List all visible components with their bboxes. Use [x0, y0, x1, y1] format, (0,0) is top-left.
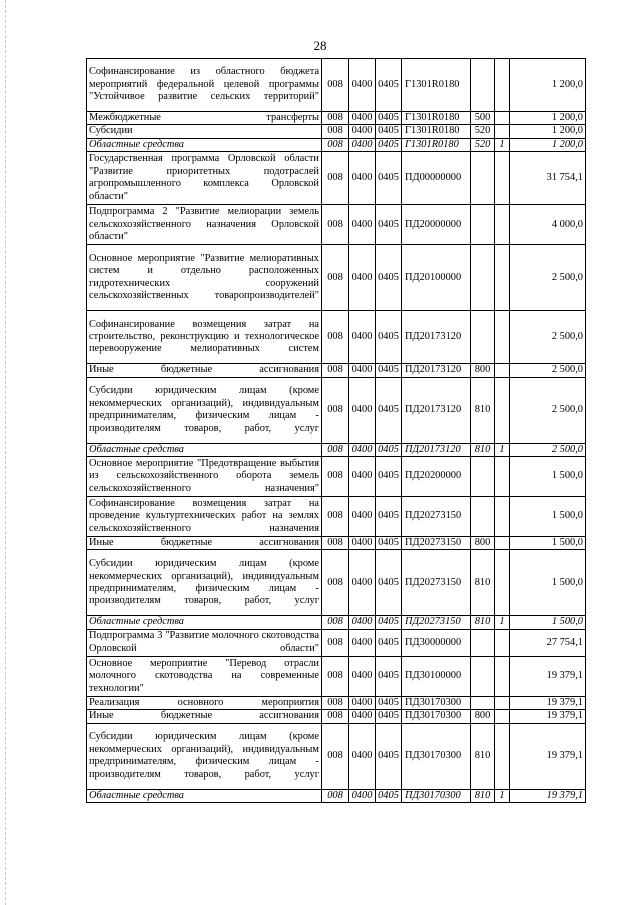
amount-cell: 1 500,0 [510, 550, 586, 616]
target-article-cell: Г1301R0180 [402, 138, 471, 151]
subsection-code-cell: 0405 [376, 311, 402, 364]
admin-code-cell: 008 [322, 112, 349, 125]
row-name-cell: Областные средства [87, 138, 322, 151]
expense-type-cell: 800 [471, 710, 495, 723]
row-name-cell: Иные бюджетные ассигнования [87, 710, 322, 723]
row-name-cell: Подпрограмма 2 "Развитие мелиорации земель сельскохозяйственного назначения Орловской области" [87, 205, 322, 245]
funding-source-cell [495, 205, 510, 245]
table-row [87, 443, 586, 456]
section-code-cell: 0400 [349, 125, 376, 138]
admin-code-cell: 008 [322, 59, 349, 112]
expense-type-cell [471, 497, 495, 537]
funding-source-cell [495, 550, 510, 616]
expense-type-cell [471, 152, 495, 205]
row-name-cell: Субсидии юридическим лицам (кроме некоммерческих организаций), индивидуальным предпринимателям, физическим лицам - производителям товаров, работ, услуг [87, 723, 322, 789]
funding-source-cell [495, 112, 510, 125]
admin-code-cell: 008 [322, 152, 349, 205]
amount-cell: 2 500,0 [510, 443, 586, 456]
row-name-cell: Основное мероприятие "Перевод отрасли молочного скотоводства на современные технологии" [87, 656, 322, 696]
section-code-cell: 0400 [349, 245, 376, 311]
section-code-cell: 0400 [349, 656, 376, 696]
row-name-cell: Межбюджетные трансферты [87, 112, 322, 125]
table-row [87, 364, 586, 377]
table-row [87, 537, 586, 550]
row-name-cell: Основное мероприятие "Развитие мелиоративных систем и отдельно расположенных гидротехнических сооружений сельскохозяйственных товаропроизводителей" [87, 245, 322, 311]
funding-source-cell: 1 [495, 789, 510, 802]
target-article-cell: Г1301R0180 [402, 59, 471, 112]
admin-code-cell: 008 [322, 138, 349, 151]
funding-source-cell [495, 311, 510, 364]
target-article-cell: ПД20273150 [402, 616, 471, 629]
subsection-code-cell: 0405 [376, 550, 402, 616]
funding-source-cell [495, 497, 510, 537]
subsection-code-cell: 0405 [376, 616, 402, 629]
row-name-cell: Областные средства [87, 443, 322, 456]
section-code-cell: 0400 [349, 723, 376, 789]
section-code-cell: 0400 [349, 629, 376, 656]
subsection-code-cell: 0405 [376, 497, 402, 537]
expense-type-cell [471, 629, 495, 656]
admin-code-cell: 008 [322, 537, 349, 550]
section-code-cell: 0400 [349, 377, 376, 443]
funding-source-cell [495, 629, 510, 656]
section-code-cell: 0400 [349, 152, 376, 205]
target-article-cell: ПД20200000 [402, 457, 471, 497]
page-edge-line [5, 0, 6, 905]
expense-type-cell: 520 [471, 125, 495, 138]
amount-cell: 19 379,1 [510, 723, 586, 789]
amount-cell: 31 754,1 [510, 152, 586, 205]
funding-source-cell [495, 710, 510, 723]
target-article-cell: ПД30100000 [402, 656, 471, 696]
admin-code-cell: 008 [322, 205, 349, 245]
row-name-cell: Иные бюджетные ассигнования [87, 537, 322, 550]
section-code-cell: 0400 [349, 457, 376, 497]
table-row [87, 629, 586, 656]
target-article-cell: ПД20273150 [402, 537, 471, 550]
section-code-cell: 0400 [349, 710, 376, 723]
admin-code-cell: 008 [322, 497, 349, 537]
section-code-cell: 0400 [349, 112, 376, 125]
row-name-cell: Основное мероприятие "Предотвращение выбытия из сельскохозяйственного оборота земель сельскохозяйственного назначения" [87, 457, 322, 497]
row-name-cell: Подпрограмма 3 "Развитие молочного скотоводства Орловской области" [87, 629, 322, 656]
row-name-cell: Реализация основного мероприятия [87, 696, 322, 709]
expense-type-cell: 810 [471, 789, 495, 802]
section-code-cell: 0400 [349, 205, 376, 245]
subsection-code-cell: 0405 [376, 152, 402, 205]
funding-source-cell [495, 696, 510, 709]
admin-code-cell: 008 [322, 125, 349, 138]
subsection-code-cell: 0405 [376, 656, 402, 696]
target-article-cell: ПД30170300 [402, 723, 471, 789]
admin-code-cell: 008 [322, 629, 349, 656]
target-article-cell: ПД20173120 [402, 311, 471, 364]
table-row [87, 550, 586, 616]
amount-cell: 19 379,1 [510, 789, 586, 802]
section-code-cell: 0400 [349, 364, 376, 377]
amount-cell: 1 200,0 [510, 112, 586, 125]
expense-type-cell: 810 [471, 443, 495, 456]
row-name-cell: Субсидии [87, 125, 322, 138]
table-row [87, 125, 586, 138]
amount-cell: 2 500,0 [510, 245, 586, 311]
table-row [87, 457, 586, 497]
row-name-cell: Софинансирование возмещения затрат на строительство, реконструкцию и технологическое перевооружение мелиоративных систем [87, 311, 322, 364]
page-number: 28 [313, 38, 327, 53]
row-name-cell: Софинансирование из областного бюджета мероприятий федеральной целевой программы "Устойчивое развитие сельских территорий" [87, 59, 322, 112]
subsection-code-cell: 0405 [376, 696, 402, 709]
row-name-cell: Субсидии юридическим лицам (кроме некоммерческих организаций), индивидуальным предпринимателям, физическим лицам - производителям товаров, работ, услуг [87, 377, 322, 443]
target-article-cell: ПД20100000 [402, 245, 471, 311]
funding-source-cell [495, 537, 510, 550]
table-row [87, 112, 586, 125]
funding-source-cell [495, 364, 510, 377]
target-article-cell: ПД20173120 [402, 364, 471, 377]
amount-cell: 1 500,0 [510, 616, 586, 629]
target-article-cell: ПД30170300 [402, 696, 471, 709]
table-row [87, 152, 586, 205]
expense-type-cell: 520 [471, 138, 495, 151]
amount-cell: 1 500,0 [510, 537, 586, 550]
admin-code-cell: 008 [322, 311, 349, 364]
expense-type-cell: 810 [471, 616, 495, 629]
table-row [87, 696, 586, 709]
subsection-code-cell: 0405 [376, 789, 402, 802]
target-article-cell: ПД20173120 [402, 377, 471, 443]
budget-table-body [87, 59, 586, 803]
section-code-cell: 0400 [349, 537, 376, 550]
amount-cell: 2 500,0 [510, 364, 586, 377]
subsection-code-cell: 0405 [376, 710, 402, 723]
funding-source-cell: 1 [495, 616, 510, 629]
admin-code-cell: 008 [322, 245, 349, 311]
section-code-cell: 0400 [349, 497, 376, 537]
funding-source-cell: 1 [495, 138, 510, 151]
admin-code-cell: 008 [322, 789, 349, 802]
target-article-cell: ПД20273150 [402, 550, 471, 616]
subsection-code-cell: 0405 [376, 364, 402, 377]
table-row [87, 723, 586, 789]
table-row [87, 710, 586, 723]
admin-code-cell: 008 [322, 550, 349, 616]
admin-code-cell: 008 [322, 364, 349, 377]
funding-source-cell [495, 656, 510, 696]
subsection-code-cell: 0405 [376, 112, 402, 125]
funding-source-cell [495, 245, 510, 311]
amount-cell: 1 200,0 [510, 125, 586, 138]
target-article-cell: ПД20173120 [402, 443, 471, 456]
subsection-code-cell: 0405 [376, 723, 402, 789]
section-code-cell: 0400 [349, 59, 376, 112]
subsection-code-cell: 0405 [376, 443, 402, 456]
subsection-code-cell: 0405 [376, 59, 402, 112]
budget-table [86, 58, 586, 803]
subsection-code-cell: 0405 [376, 537, 402, 550]
expense-type-cell [471, 205, 495, 245]
section-code-cell: 0400 [349, 550, 376, 616]
row-name-cell: Софинансирование возмещения затрат на проведение культуртехнических работ на землях сельскохозяйственного назначения [87, 497, 322, 537]
expense-type-cell [471, 59, 495, 112]
funding-source-cell [495, 457, 510, 497]
amount-cell: 1 500,0 [510, 457, 586, 497]
admin-code-cell: 008 [322, 443, 349, 456]
amount-cell: 19 379,1 [510, 696, 586, 709]
target-article-cell: ПД30000000 [402, 629, 471, 656]
subsection-code-cell: 0405 [376, 138, 402, 151]
table-row [87, 311, 586, 364]
amount-cell: 1 500,0 [510, 497, 586, 537]
table-row [87, 245, 586, 311]
expense-type-cell [471, 457, 495, 497]
row-name-cell: Областные средства [87, 789, 322, 802]
expense-type-cell: 810 [471, 377, 495, 443]
subsection-code-cell: 0405 [376, 457, 402, 497]
target-article-cell: ПД30170300 [402, 710, 471, 723]
section-code-cell: 0400 [349, 138, 376, 151]
table-row [87, 656, 586, 696]
section-code-cell: 0400 [349, 696, 376, 709]
admin-code-cell: 008 [322, 696, 349, 709]
expense-type-cell: 800 [471, 364, 495, 377]
target-article-cell: Г1301R0180 [402, 112, 471, 125]
admin-code-cell: 008 [322, 616, 349, 629]
expense-type-cell [471, 656, 495, 696]
row-name-cell: Субсидии юридическим лицам (кроме некоммерческих организаций), индивидуальным предпринимателям, физическим лицам - производителям товаров, работ, услуг [87, 550, 322, 616]
subsection-code-cell: 0405 [376, 377, 402, 443]
row-name-cell: Областные средства [87, 616, 322, 629]
row-name-cell: Государственная программа Орловской области "Развитие приоритетных подотраслей агропромышленного комплекса Орловской области" [87, 152, 322, 205]
table-row [87, 59, 586, 112]
amount-cell: 2 500,0 [510, 311, 586, 364]
funding-source-cell [495, 59, 510, 112]
table-row [87, 205, 586, 245]
expense-type-cell: 800 [471, 537, 495, 550]
amount-cell: 27 754,1 [510, 629, 586, 656]
amount-cell: 19 379,1 [510, 710, 586, 723]
table-row [87, 138, 586, 151]
section-code-cell: 0400 [349, 311, 376, 364]
amount-cell: 2 500,0 [510, 377, 586, 443]
expense-type-cell: 500 [471, 112, 495, 125]
expense-type-cell [471, 245, 495, 311]
subsection-code-cell: 0405 [376, 245, 402, 311]
admin-code-cell: 008 [322, 457, 349, 497]
table-row [87, 789, 586, 802]
funding-source-cell: 1 [495, 443, 510, 456]
expense-type-cell: 810 [471, 550, 495, 616]
target-article-cell: ПД20000000 [402, 205, 471, 245]
target-article-cell: ПД20273150 [402, 497, 471, 537]
target-article-cell: ПД00000000 [402, 152, 471, 205]
amount-cell: 1 200,0 [510, 138, 586, 151]
admin-code-cell: 008 [322, 656, 349, 696]
funding-source-cell [495, 152, 510, 205]
table-row [87, 377, 586, 443]
subsection-code-cell: 0405 [376, 205, 402, 245]
table-row [87, 616, 586, 629]
amount-cell: 19 379,1 [510, 656, 586, 696]
subsection-code-cell: 0405 [376, 629, 402, 656]
section-code-cell: 0400 [349, 789, 376, 802]
funding-source-cell [495, 377, 510, 443]
admin-code-cell: 008 [322, 723, 349, 789]
target-article-cell: Г1301R0180 [402, 125, 471, 138]
target-article-cell: ПД30170300 [402, 789, 471, 802]
table-row [87, 497, 586, 537]
row-name-cell: Иные бюджетные ассигнования [87, 364, 322, 377]
expense-type-cell: 810 [471, 723, 495, 789]
funding-source-cell [495, 125, 510, 138]
amount-cell: 1 200,0 [510, 59, 586, 112]
funding-source-cell [495, 723, 510, 789]
subsection-code-cell: 0405 [376, 125, 402, 138]
section-code-cell: 0400 [349, 443, 376, 456]
admin-code-cell: 008 [322, 710, 349, 723]
amount-cell: 4 000,0 [510, 205, 586, 245]
admin-code-cell: 008 [322, 377, 349, 443]
expense-type-cell [471, 696, 495, 709]
expense-type-cell [471, 311, 495, 364]
section-code-cell: 0400 [349, 616, 376, 629]
